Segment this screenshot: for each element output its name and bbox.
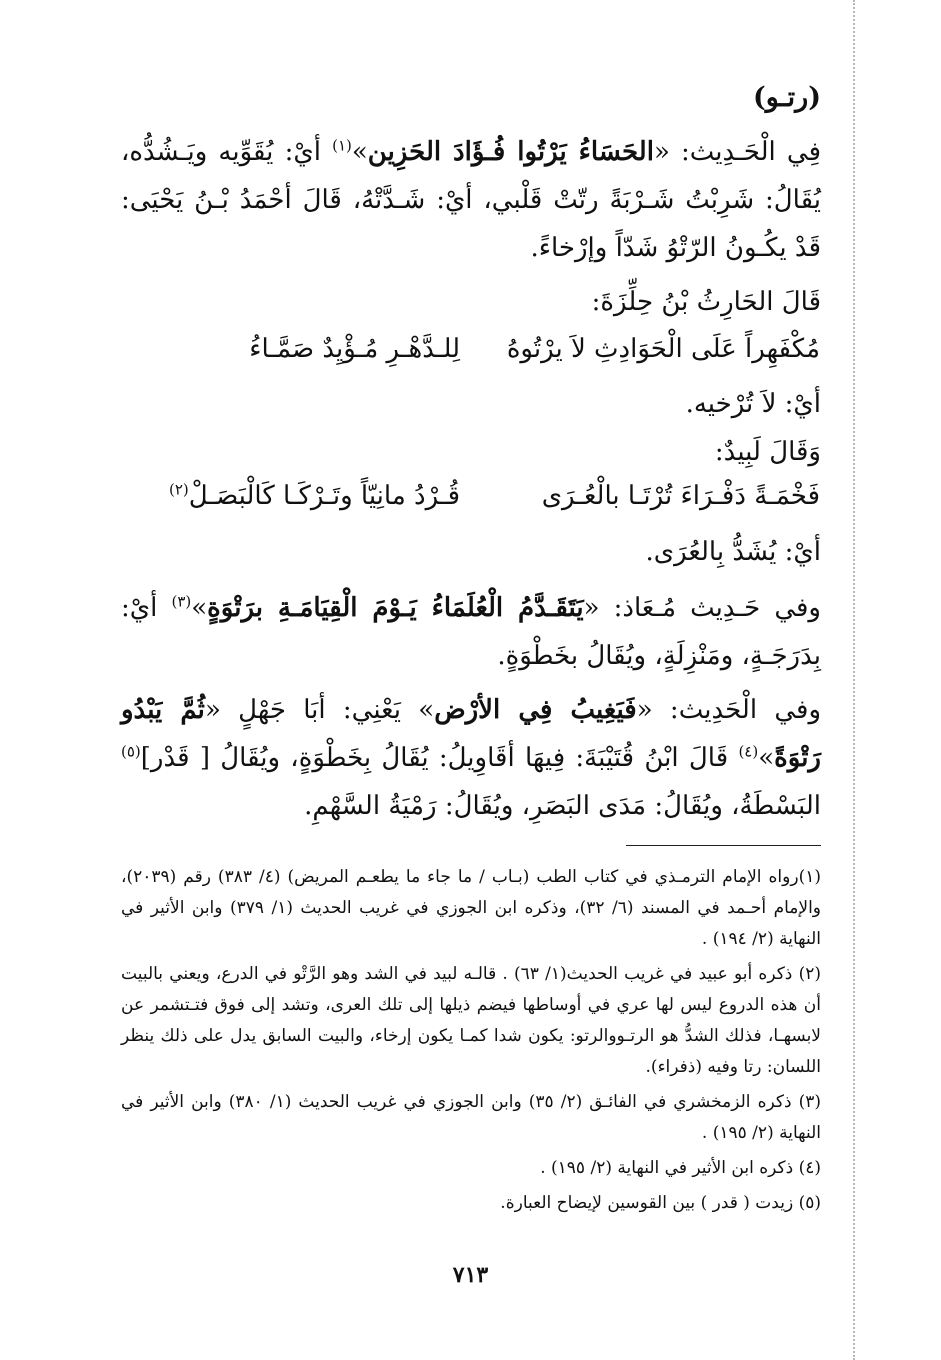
hadith-quote-1: الحَسَاءُ يَرْتُوا فُـؤَادَ الحَزِين	[367, 137, 654, 167]
verse-2	[120, 472, 820, 520]
hadith-quote-4: ثُمَّ يَبْدُو رَتْوَةً	[121, 695, 821, 773]
paragraph-4	[121, 428, 821, 476]
footnote-3: (٣) ذكره الزمخشري في الفائـق (٢/ ٣٥) وابن الجوزي في غريب الحديث (١/ ٣٨٠) وابن الأثير في النهاية (٢/ ١٩٥) .	[121, 1092, 821, 1143]
page-number: ٧١٣	[452, 1262, 489, 1288]
verse-1-second-text: لِلـدَّهْـرِ مُـؤْيِدٌ صَمَّـاءُ	[249, 334, 460, 364]
verse-1	[120, 325, 820, 373]
quote-close-1: »	[351, 137, 368, 167]
paragraph-2	[121, 278, 821, 326]
footnote-ref-5: (٥)	[121, 742, 141, 761]
footnotes	[121, 862, 821, 1223]
footnote-ref-3: (٣)	[171, 592, 192, 611]
paragraph-6-body: أيْ: بِدَرَجَـةٍ، ومَنْزِلَةٍ، ويُقَالُ بخَطْوَةٍ.	[121, 593, 821, 671]
quote-close-4: »	[758, 743, 775, 773]
hadith-quote-2: يَتَقَـدَّمُ الْعُلَمَاءُ يَـوْمَ الْقِيَامَـةِ برَتْوَةٍ	[207, 593, 584, 623]
verse-2-second-text: قُـرْدُ مانِيّاً وتَـرْكَـا كَالْبَصَـلْ	[188, 481, 460, 511]
verse-2-footnote-ref: (٢)	[169, 480, 189, 499]
quote-close-2: »	[191, 593, 208, 623]
paragraph-6-intro: وفي حَـدِيث مُـعَاذ: «	[583, 593, 821, 623]
harith-intro: قَالَ الحَارِثُ بْنُ حِلِّزَةَ:	[591, 287, 821, 317]
paragraph-1	[121, 128, 821, 272]
paragraph-7-body: قَالَ ابْنُ قُتَيْبَةَ: فِيهَا أقَاوِيلُ: يُقَالُ بِخَطْوَةٍ، ويُقَالُ [ قَدْر]	[140, 743, 739, 773]
footnote-separator	[626, 845, 821, 846]
paragraph-7	[121, 686, 821, 830]
scan-edge-dots	[853, 0, 855, 1360]
footnote-2: (٢) ذكره أبو عبيد في غريب الحديث(١/ ٦٣) . قالـه لبيد في الشد وهو الرَّتْو في الدرع، ويعني بالبيت أن هذه الدروع ليس لها عري في أوساطها فيضم ذيلها إلى تلك العرى، وتشد إلى فوق فتـتشمر عن لابسهـا، فذلك الشدُّ هو الرتـووالرتو: يكون شدا كمـا يكون إرخاء، والبيت السابق يدل على ذلك ينظر اللسان: رتا وفيه (ذفراء).	[121, 964, 821, 1077]
paragraph-1-intro: فِي الْحَـدِيث: «	[653, 137, 821, 167]
hadith-quote-3: فَيَغِيبُ فِي الأرْض	[434, 695, 637, 725]
paragraph-1-body: أيْ: يُقَوِّيه ويَـشُدُّه، يُقَالُ: شَرِبْتُ شَـرْبَةً رتّتْ قَلْبي، أيْ: شَـدَّتْهُ، قَالَ أحْمَدُ بْـنُ يَحْيَى: قَدْ يكُـونُ الرّتْوُ شَدّاً وإرْخاءً.	[121, 137, 821, 263]
verse-1-second-hemistich	[120, 325, 460, 373]
labid-intro: وَقَالَ لَبِيدٌ:	[714, 437, 821, 467]
footnote-5: (٥) زيدت ( قدر ) بين القوسين لإيضاح العبارة.	[500, 1193, 821, 1213]
entry-heading: (رتـو)	[753, 82, 821, 113]
explanation-1: أيْ: لاَ تُرْخيه.	[685, 389, 821, 419]
paragraph-7-intro: وفي الْحَدِيث: «	[636, 695, 822, 725]
paragraph-7-mid: » يَعْنِي: أبَا جَهْلٍ «	[204, 695, 435, 725]
footnote-1: (١)رواه الإمام الترمـذي في كتاب الطب (بـاب / ما جاء ما يطعـم المريض) (٤/ ٣٨٣) رقم (٢٠٣٩)، والإمام أحـمد في المسند (٦/ ٣٢)، وذكره ابن الجوزي في غريب الحديث (١/ ٣٧٩) وابن الأثير في النهاية (٢/ ١٩٤) .	[121, 867, 822, 949]
explanation-2: أيْ: يُشَدُّ بِالعُرَى.	[645, 537, 821, 567]
paragraph-6	[121, 584, 821, 680]
footnote-ref-1: (١)	[332, 136, 352, 155]
paragraph-3	[121, 380, 821, 428]
verse-2-second-hemistich	[120, 472, 460, 520]
footnote-4: (٤) ذكره ابن الأثير في النهاية (٢/ ١٩٥) .	[540, 1158, 821, 1178]
verse-2-first-hemistich: فَخْمَـةً دَفْـرَاءَ تُرْتَـا بالْعُـرَى	[541, 481, 820, 511]
paragraph-7-end: البَسْطَةُ، ويُقَالُ: مَدَى البَصَرِ، ويُقَالُ: رَمْيَةُ السَّهْمِ.	[304, 791, 821, 821]
paragraph-5	[121, 528, 821, 576]
verse-1-first-hemistich: مُكْفَهِراً عَلَى الْحَوَادِثِ لاَ يرْتُوهُ	[506, 334, 820, 364]
footnote-ref-4: (٤)	[738, 742, 759, 761]
